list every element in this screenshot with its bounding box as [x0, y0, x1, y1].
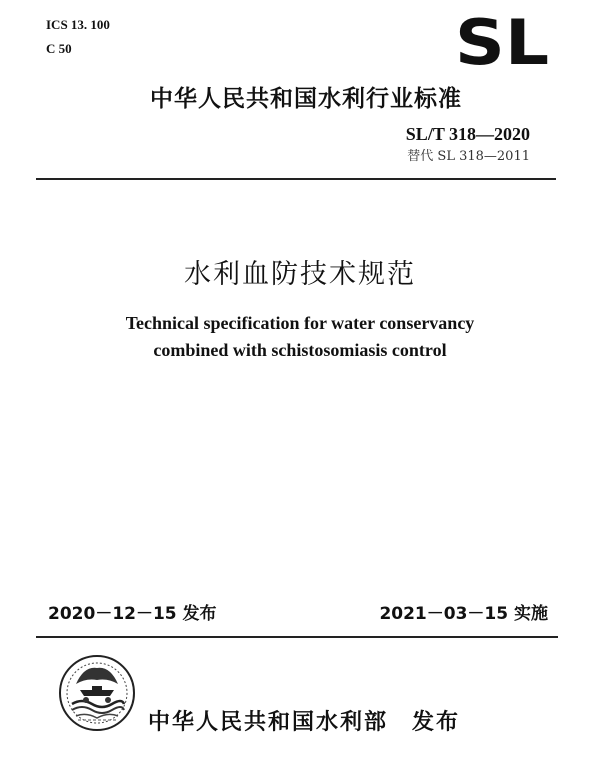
sl-logo-text: SL	[454, 8, 550, 72]
issuing-authority-line: 中华人民共和国水利行业标准	[150, 86, 462, 112]
ccs-code: C 50	[46, 41, 72, 56]
ics-code: ICS 13. 100	[46, 17, 110, 32]
title-english-line-2: combined with schistosomiasis control	[153, 340, 447, 360]
implementation-date: 2021－03－15 实施	[379, 604, 548, 624]
publisher-line: 中华人民共和国水利部 发布	[148, 710, 461, 735]
bottom-divider	[36, 636, 558, 638]
ministry-emblem-icon	[58, 654, 136, 732]
replaces-standard: 替代 SL 318—2011	[407, 149, 530, 164]
issue-date: 2020－12－15 发布	[48, 604, 217, 624]
title-english-line-1: Technical specification for water conservancy	[125, 313, 475, 333]
sl-logo-icon	[454, 8, 550, 72]
standard-number: SL/T 318—2020	[405, 124, 530, 144]
title-english	[0, 310, 600, 364]
top-divider	[36, 178, 556, 180]
title-chinese: 水利血防技术规范	[184, 259, 416, 290]
